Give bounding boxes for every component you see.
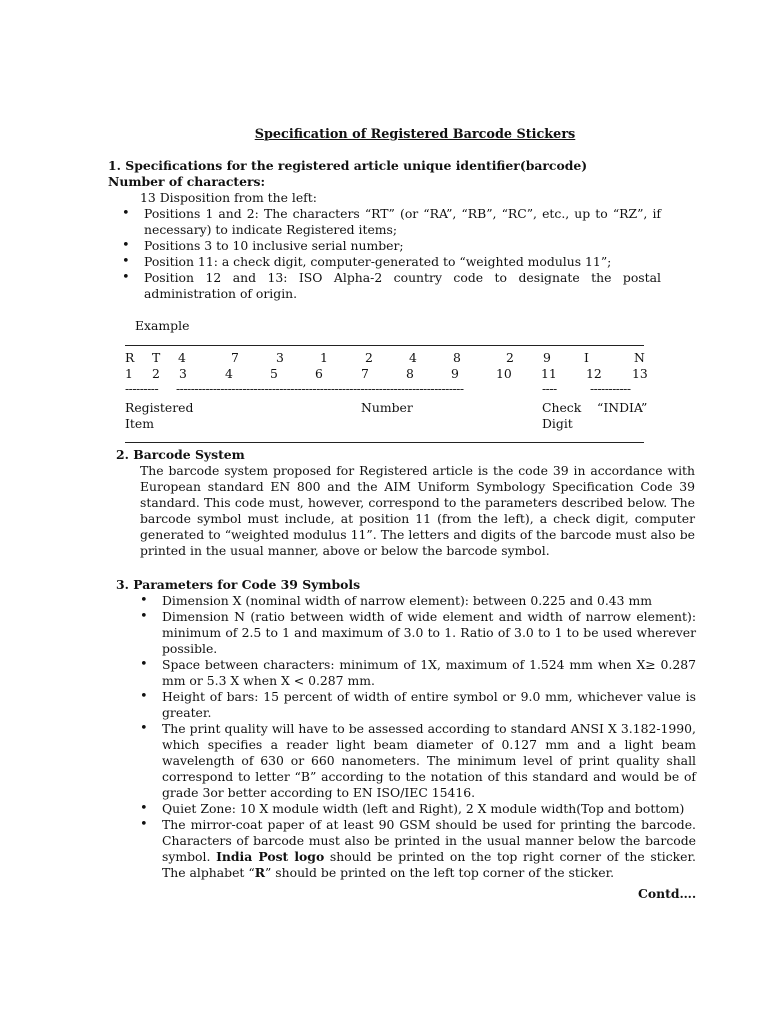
list-item: • Height of bars: 15 percent of width of entire symbol or 9.0 mm, whichever value is greater. xyxy=(134,689,696,721)
list-item: • Positions 3 to 10 inclusive serial number; xyxy=(116,238,661,254)
section-1-heading: 1. Specifications for the registered article unique identifier(barcode) xyxy=(108,158,588,173)
list-item: • Position 12 and 13: ISO Alpha-2 country code to designate the postal administration of origin. xyxy=(116,270,661,302)
example-label: Example xyxy=(135,318,190,333)
example-position: 12 xyxy=(586,366,602,381)
text-run: should be printed on the top right corner of the sticker. The alphabet “ xyxy=(162,849,696,880)
example-char: N xyxy=(634,350,645,365)
caption-item: Item xyxy=(125,416,154,431)
section-1-subheading: Number of characters: xyxy=(108,174,266,189)
example-characters-row xyxy=(0,350,768,366)
example-position: 6 xyxy=(315,366,323,381)
bold-text-r: R xyxy=(254,865,265,880)
example-char: 1 xyxy=(320,350,328,365)
list-item: • Dimension N (ratio between width of wide element and width of narrow element): minimum of 2.5 to 1 and maximum of 3.0 to 1. Ratio of 3.0 to 1 to be used wherever possible. xyxy=(134,609,696,657)
caption-digit: Digit xyxy=(542,416,573,431)
example-position: 2 xyxy=(152,366,160,381)
check-dash-line: ---- xyxy=(542,381,557,396)
country-dash-line: ----------- xyxy=(590,381,631,396)
example-position: 9 xyxy=(451,366,459,381)
example-char: 2 xyxy=(506,350,514,365)
disposition-text: 13 Disposition from the left: xyxy=(140,190,317,205)
list-item xyxy=(134,817,696,881)
example-top-rule xyxy=(125,345,644,346)
section-1-bullet-list xyxy=(116,206,661,302)
list-item: • Dimension X (nominal width of narrow element): between 0.225 and 0.43 mm xyxy=(134,593,696,609)
example-position: 7 xyxy=(361,366,369,381)
example-position: 4 xyxy=(225,366,233,381)
example-char: I xyxy=(584,350,589,365)
example-position: 3 xyxy=(179,366,187,381)
example-bottom-rule xyxy=(125,442,644,443)
example-position: 8 xyxy=(406,366,414,381)
continued-label: Contd…. xyxy=(638,886,697,901)
example-position: 1 xyxy=(125,366,133,381)
list-item: • Position 11: a check digit, computer-generated to “weighted modulus 11”; xyxy=(116,254,661,270)
example-char: 4 xyxy=(409,350,417,365)
section-3-heading: 3. Parameters for Code 39 Symbols xyxy=(116,577,361,592)
item-dash-line: --------- xyxy=(125,381,159,396)
example-position: 10 xyxy=(496,366,512,381)
section-3-bullet-list xyxy=(134,593,696,881)
section-2-heading: 2. Barcode System xyxy=(116,447,245,462)
example-position: 11 xyxy=(541,366,557,381)
example-position: 13 xyxy=(632,366,648,381)
section-2-paragraph: The barcode system proposed for Registered article is the code 39 in accordance with European standard EN 800 and the AIM Uniform Symbology Specification Code 39 standard. This code must, however, correspond to the parameters described below. The barcode symbol must include, at position 11 (from the left), a check digit, computer generated to “weighted modulus 11”. The letters and digits of the barcode must also be printed in the usual manner, above or below the barcode symbol. xyxy=(140,463,695,558)
example-char: R xyxy=(125,350,135,365)
example-char: 2 xyxy=(365,350,373,365)
example-positions-row xyxy=(0,366,768,382)
example-char: 8 xyxy=(453,350,461,365)
text-run: ” should be printed on the left top corner of the sticker. xyxy=(265,865,615,880)
list-item: • Positions 1 and 2: The characters “RT” (or “RA”, “RB”, “RC”, etc., up to “RZ”, if necessary) to indicate Registered items; xyxy=(116,206,661,238)
list-item: • Quiet Zone: 10 X module width (left and Right), 2 X module width(Top and bottom) xyxy=(134,801,696,817)
example-char: T xyxy=(152,350,161,365)
caption-registered: Registered xyxy=(125,400,194,415)
example-char: 9 xyxy=(543,350,551,365)
list-item: • Space between characters: minimum of 1X, maximum of 1.524 mm when X≥ 0.287 mm or 5.3 X when X < 0.287 mm. xyxy=(134,657,696,689)
example-char: 4 xyxy=(178,350,186,365)
example-position: 5 xyxy=(270,366,278,381)
example-char: 3 xyxy=(276,350,284,365)
caption-country: “INDIA” xyxy=(597,400,648,415)
example-char: 7 xyxy=(231,350,239,365)
list-item: • The print quality will have to be assessed according to standard ANSI X 3.182-1990, which specifies a reader light beam diameter of 0.127 mm and a light beam wavelength of 630 or 660 nanometers. The minimum level of print quality shall correspond to letter “B” according to the notation of this standard and would be of grade 3or better according to EN ISO/IEC 15416. xyxy=(134,721,696,801)
caption-number: Number xyxy=(361,400,413,415)
caption-check: Check xyxy=(542,400,582,415)
bold-text-india-post-logo: India Post logo xyxy=(216,849,325,864)
document-title: Specification of Registered Barcode Stickers xyxy=(254,127,576,142)
number-dash-line: ------------------------------------------------------------------------------ xyxy=(176,381,464,396)
text-run: The mirror-coat paper of at least 90 GSM should be used for printing the barcode. Characters of barcode must also be printed in the usual manner below the barcode symbol. xyxy=(162,817,696,864)
